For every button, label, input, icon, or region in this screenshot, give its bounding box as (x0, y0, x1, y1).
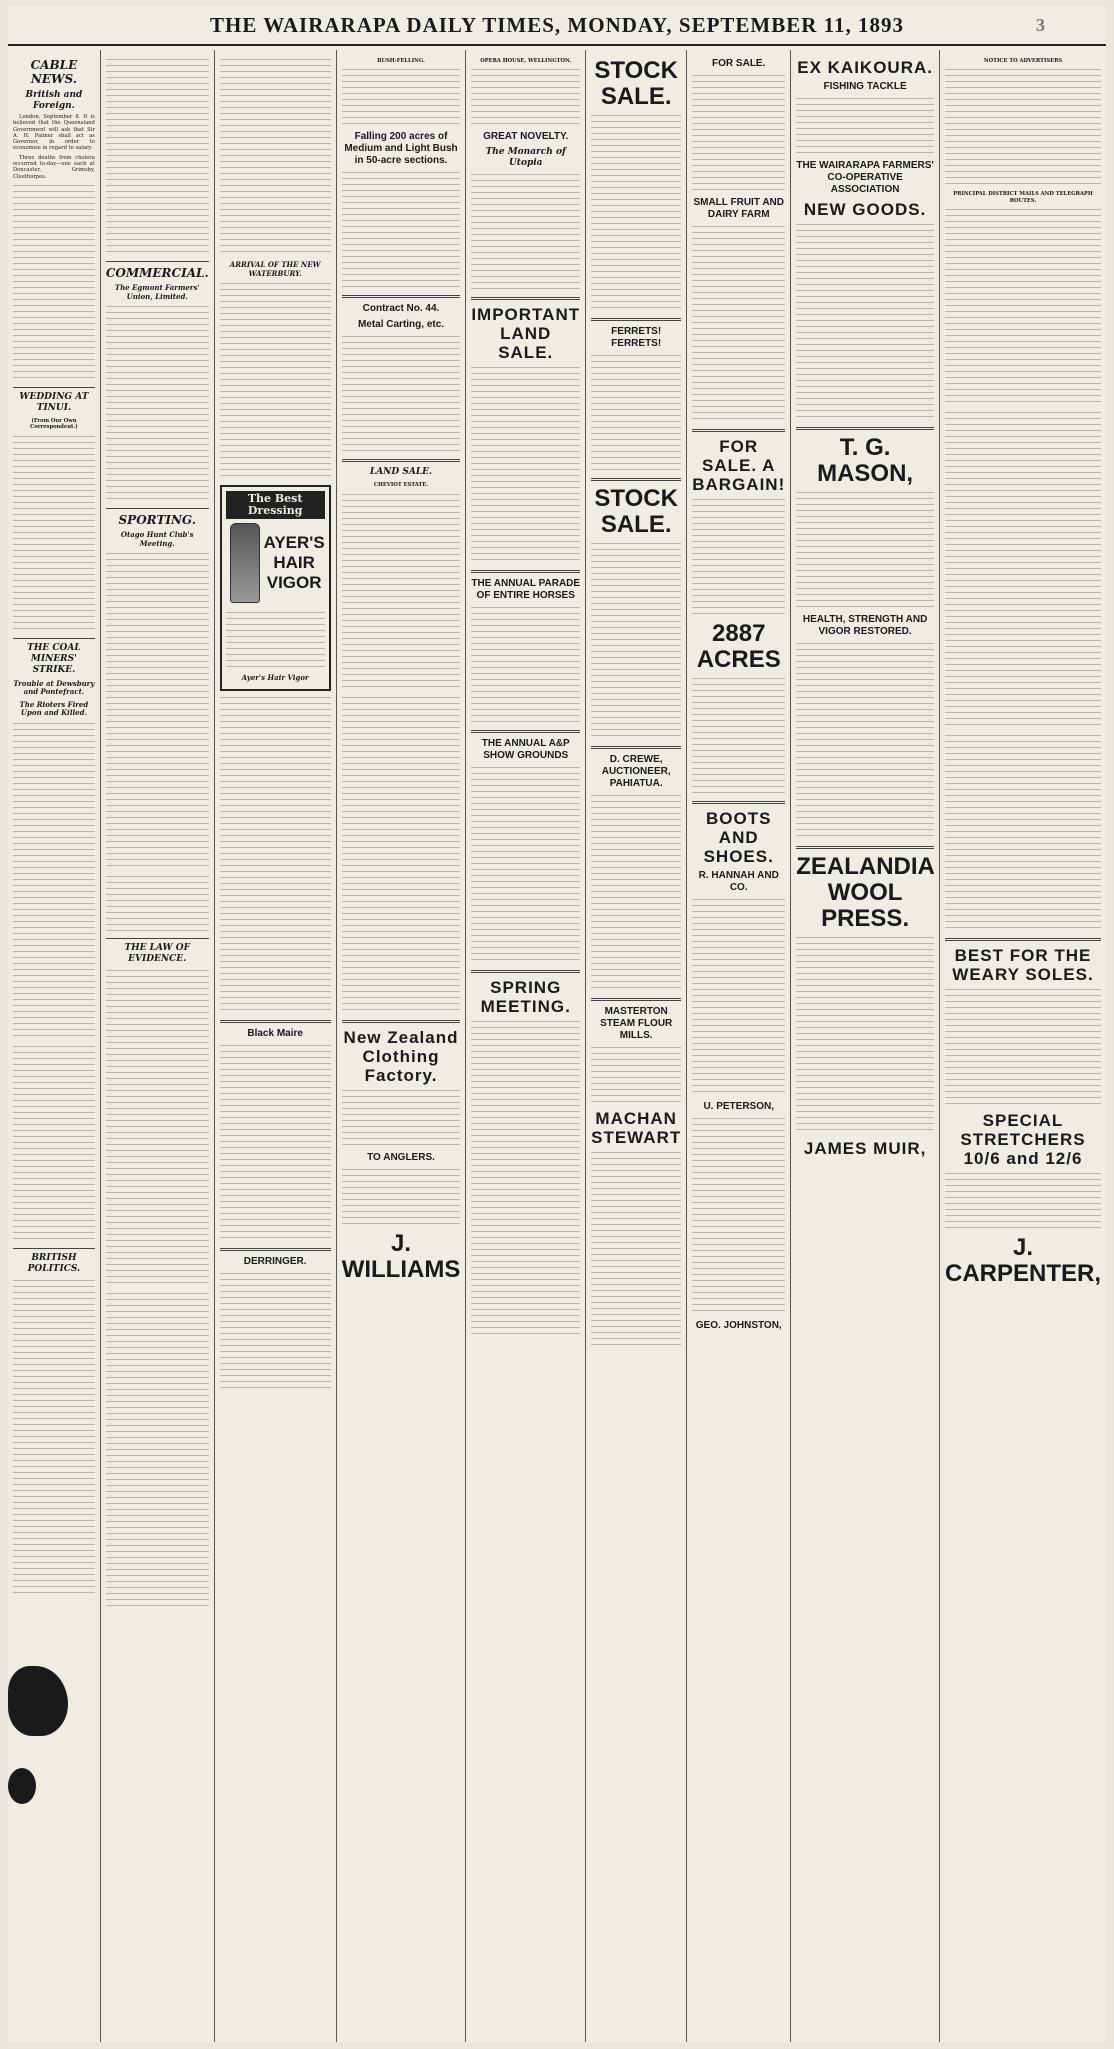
heading-opera-house: OPERA HOUSE, WELLINGTON. (480, 58, 572, 64)
heading-monarch-utopia: The Monarch of Utopia (485, 147, 566, 169)
article-text-block (220, 1271, 331, 1391)
advert-text (945, 987, 1101, 1107)
advert-text (692, 1116, 785, 1316)
heading-spring-meeting: SPRING MEETING. (480, 978, 571, 1017)
heading-falling-acres: Falling 200 acres of Medium and Light Bush in 50-acre sections. (344, 131, 458, 167)
heading-land-sale: LAND SALE. (369, 467, 433, 478)
ayer-headline: The Best Dressing (226, 491, 325, 519)
advert-text (342, 1167, 461, 1227)
column-1 (8, 50, 101, 2042)
heading-nz-clothing: New Zealand Clothing Factory. (343, 1027, 459, 1085)
page-number: 3 (1036, 14, 1046, 35)
advert-text (342, 170, 461, 290)
heading-wedding-tinui: WEDDING AT TINUI. (19, 391, 89, 413)
heading-coal-strike: THE COAL MINERS' STRIKE. (27, 642, 81, 675)
advert-text (591, 113, 681, 313)
advert-text (796, 935, 934, 1135)
heading-cable-news: CABLE NEWS. (30, 58, 78, 86)
heading-annual-show: THE ANNUAL A&P SHOW GROUNDS (481, 738, 570, 762)
heading-tg-mason: T. G. MASON, (817, 434, 914, 487)
heading-ex-kaikoura: EX KAIKOURA. (797, 58, 933, 77)
article-text-block (106, 551, 209, 871)
notices-text (342, 695, 461, 1015)
heading-j-williams: J. WILLIAMS (341, 1229, 461, 1283)
heading-great-novelty: GREAT NOVELTY. (483, 131, 569, 143)
heading-stretchers: SPECIAL STRETCHERS 10/6 and 12/6 (960, 1110, 1086, 1168)
advert-text (796, 96, 934, 156)
heading-j-carpenter: J. CARPENTER, (944, 1233, 1101, 1287)
ayer-word: VIGOR (266, 573, 322, 592)
divider (342, 1020, 461, 1023)
heading-zealandia-press: ZEALANDIA WOOL PRESS. (796, 853, 935, 932)
heading-egmont-union: The Egmont Farmers' Union, Limited. (114, 283, 200, 301)
advert-text (471, 67, 580, 127)
advert-text (692, 897, 785, 1097)
divider (106, 508, 209, 509)
advert-text (342, 1088, 461, 1148)
heading-metal-carting: Metal Carting, etc. (357, 319, 445, 331)
divider (591, 998, 681, 1001)
heading-british-politics: BRITISH POLITICS. (27, 1252, 81, 1274)
ink-stain (8, 1768, 36, 1804)
notice-text (945, 207, 1101, 407)
bottle-icon (230, 523, 260, 603)
column-4 (337, 50, 467, 2042)
divider (220, 1248, 331, 1251)
advert-text (796, 222, 934, 422)
advert-text (692, 73, 785, 193)
advert-text (471, 1019, 580, 1339)
heading-hannah: R. HANNAH AND CO. (698, 870, 779, 893)
heading-district-mails: PRINCIPAL DISTRICT MAILS AND TELEGRAPH ROUTES. (953, 191, 1093, 204)
divider (13, 387, 95, 388)
heading-sporting: SPORTING. (118, 513, 196, 527)
article-text-block (220, 57, 331, 257)
advert-text (692, 676, 785, 796)
advert-text (471, 765, 580, 965)
column-9 (940, 50, 1106, 2042)
heading-ferrets: FERRETS! FERRETS! (611, 326, 662, 349)
heading-notice-advertisers: NOTICE TO ADVERTISERS (983, 58, 1063, 64)
advert-text (945, 1171, 1101, 1231)
article-text-block (106, 968, 209, 1288)
heading-fishing-tackle: FISHING TACKLE (823, 81, 907, 92)
divider (220, 1020, 331, 1023)
masthead (8, 6, 1106, 46)
advert-text (471, 365, 580, 565)
advert-text (796, 641, 934, 841)
article-text-block (220, 1043, 331, 1243)
heading-british-foreign: British and Foreign. (25, 90, 83, 111)
heading-stock-sale: STOCK SALE. (594, 57, 678, 110)
notice-text (945, 67, 1101, 187)
heading-for-sale: FOR SALE. (712, 58, 766, 69)
column-5 (466, 50, 586, 2042)
heading-stock-sale-2: STOCK SALE. (594, 485, 678, 538)
ayer-body (226, 519, 325, 607)
ayer-product (264, 533, 325, 593)
masthead-title: THE WAIRARAPA DAILY TIMES, MONDAY, SEPTEMBER 11, 1893 (209, 12, 905, 37)
wanted-ads-text (945, 733, 1101, 933)
divider (796, 427, 934, 430)
heading-important-land-sale: IMPORTANT LAND SALE. (471, 305, 581, 363)
advert-text (471, 172, 580, 292)
divider (471, 730, 580, 733)
heading-health-vigor: HEALTH, STRENGTH AND VIGOR RESTORED. (802, 614, 928, 637)
heading-rioters: The Rioters Fired Upon and Killed. (19, 699, 89, 718)
heading-annual-parade: THE ANNUAL PARADE OF ENTIRE HORSES (471, 578, 581, 602)
heading-peterson: U. PETERSON, (703, 1101, 775, 1112)
divider (591, 478, 681, 481)
heading-bush-felling: BUSH-FELLING. (377, 58, 425, 64)
heading-weary-soles: BEST FOR THE WEARY SOLES. (952, 945, 1094, 984)
advert-text (692, 497, 785, 617)
column-6 (586, 50, 687, 2042)
heading-derringer: DERRINGER. (243, 1255, 307, 1267)
article-text-block (13, 721, 95, 1041)
article-paragraph: London, September 8. It is believed that the Queensland Government will ask that Sir A. H. Palmer shall act as Governor, in order to economise in regard to salary. (13, 114, 95, 152)
divider (106, 261, 209, 262)
article-text-block (106, 304, 209, 504)
heading-2887-acres: 2887 ACRES (696, 620, 781, 673)
divider (106, 938, 209, 939)
heading-dewsbury: Trouble at Dewsbury and Pontefract. (13, 678, 95, 697)
column-2 (101, 50, 215, 2042)
heading-anglers: TO ANGLERS. (367, 1151, 435, 1163)
advert-text (342, 67, 461, 127)
divider (342, 295, 461, 298)
heading-commercial: COMMERCIAL. (105, 266, 209, 280)
heading-flour-mills: MASTERTON STEAM FLOUR MILLS. (600, 1006, 673, 1041)
advert-text (342, 334, 461, 454)
heading-black-maire: Black Maire (247, 1027, 303, 1039)
advert-text (796, 490, 934, 610)
heading-geo-johnston: GEO. JOHNSTON, (695, 1320, 782, 1331)
advert-text (591, 1150, 681, 1350)
article-text-block (220, 695, 331, 1015)
ayer-copy (226, 610, 325, 670)
heading-law-evidence: THE LAW OF EVIDENCE. (124, 943, 190, 964)
wanted-ads-text (945, 410, 1101, 730)
columns (8, 50, 1106, 2042)
article-text-block (13, 183, 95, 383)
divider (13, 638, 95, 639)
heading-james-muir: JAMES MUIR, (803, 1139, 927, 1158)
article-text-block (106, 1291, 209, 1611)
column-8 (791, 50, 940, 2042)
column-7 (687, 50, 791, 2042)
ayer-hair-vigor-advert (220, 485, 331, 691)
advert-text (692, 224, 785, 424)
advert-text (471, 605, 580, 725)
heading-d-crewe: D. CREWE, AUCTIONEER, PAHIATUA. (601, 754, 671, 789)
divider (692, 429, 785, 432)
column-3 (215, 50, 337, 2042)
heading-machan-stewart: MACHAN STEWART (591, 1109, 682, 1147)
divider (591, 746, 681, 749)
article-text-block (13, 1044, 95, 1244)
article-text-block (106, 874, 209, 934)
divider (796, 846, 934, 849)
ayer-word: AYER'S (263, 533, 325, 552)
article-text-block (106, 57, 209, 257)
heading-fruit-farm: SMALL FRUIT AND DAIRY FARM (693, 197, 784, 220)
advert-text (591, 1045, 681, 1105)
advert-text (591, 541, 681, 741)
heading-farmers-coop: THE WAIRARAPA FARMERS' CO-OPERATIVE ASSOCIATION (796, 160, 934, 195)
heading-contract-44: Contract No. 44. (362, 303, 440, 315)
heading-cheviot: CHEVIOT ESTATE. (373, 482, 429, 489)
divider (591, 318, 681, 321)
article-paragraph: Three deaths from cholera occurred to-day—one each at Doncaster, Grimsby, Cleethorpes. (13, 154, 95, 180)
divider (692, 801, 785, 804)
heading-boots-shoes: BOOTS AND SHOES. (703, 809, 774, 866)
heading-otago-hunt: Otago Hunt Club's Meeting. (120, 530, 194, 548)
article-text-block (13, 1278, 95, 1598)
heading-correspondent: (From Our Own Correspondent.) (30, 417, 78, 431)
divider (471, 297, 580, 300)
heading-waterbury: ARRIVAL OF THE NEW WATERBURY. (229, 260, 321, 278)
divider (471, 570, 580, 573)
article-text-block (13, 434, 95, 634)
advert-text (342, 492, 461, 692)
divider (342, 459, 461, 462)
divider (13, 1248, 95, 1249)
newspaper-page (8, 6, 1106, 2042)
heading-new-goods: NEW GOODS. (803, 200, 927, 219)
ayer-signoff: Ayer's Hair Vigor (241, 673, 309, 682)
article-text-block (220, 281, 331, 481)
advert-text (591, 793, 681, 993)
divider (471, 970, 580, 973)
heading-bargain: FOR SALE. A BARGAIN! (692, 437, 786, 494)
advert-text (591, 353, 681, 473)
ayer-word: HAIR (273, 553, 315, 572)
divider (945, 938, 1101, 941)
